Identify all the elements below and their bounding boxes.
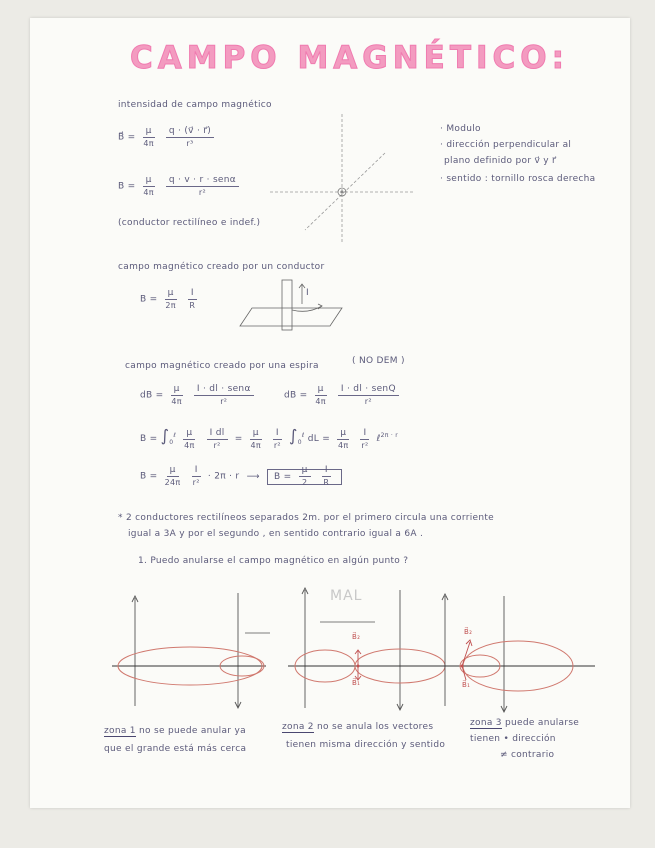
problem-statement-2: igual a 3A y por el segundo , en sentido contrario igual a 6A . (128, 529, 424, 539)
zona3-text-2: tienen • dirección (470, 734, 556, 744)
zona2-text-2: tienen misma dirección y sentido (286, 740, 446, 750)
zona3-text: zona 3 puede anularse (470, 718, 580, 728)
eq-db-2: dB = $\frac{\mu}{4\pi}$ $\frac{\text{I · dl · senQ}}{\text{r²}}$ (284, 384, 403, 406)
b1-label-zona2: B⃗₁ (352, 679, 361, 687)
zona3-diagram (438, 594, 595, 712)
mal-label: MAL (330, 588, 363, 604)
eq-db-1: dB = $\frac{\mu}{4\pi}$ $\frac{\text{I · dl · senα}}{\text{r²}}$ (140, 384, 258, 406)
page-title: CAMPO MAGNÉTICO: (130, 40, 570, 76)
conductor-diagram (240, 280, 342, 330)
eq-integral: $B = \int_0^\ell$ $\frac{\mu}{4\pi}$ $\frac{\text{I dl}}{\text{r²}}$ = $\frac{\mu}{4\pi}$ $\frac{I}{\text{r²}}$ $\int_0^\ell$ dL = $\frac{\mu}{4\pi}$ $\frac{I}{\text{r²}}$ ℓ$^{2\pi \cdot r}$ (140, 426, 399, 450)
no-dem-note: ( NO DEM ) (352, 356, 405, 366)
zona2-text: zona 2 no se anula los vectores (282, 722, 434, 732)
prop-sentido: · sentido : tornillo rosca derecha (440, 174, 596, 184)
zona2-diagram (288, 588, 450, 710)
conductor-note: (conductor rectilíneo e indef.) (118, 218, 261, 228)
current-label: I (306, 288, 309, 298)
drawings-layer (30, 18, 630, 808)
eq-final: B = $\frac{\mu}{24\pi}$ $\frac{I}{\text{r²}}$ · 2π · r ⟶ B = $\frac{\mu}{2}$ $\frac{I}{R}$ (140, 465, 342, 487)
prop-plano: plano definido por v⃗ y r⃗ (444, 156, 557, 166)
axes-3d-diagram (270, 114, 415, 243)
prop-modulo: · Modulo (440, 124, 481, 134)
problem-statement-1: * 2 conductores rectilíneos separados 2m. por el primero circula una corriente (118, 513, 494, 523)
eq-conductor: B = $\frac{\mu}{2\pi}$ $\frac{I}{R}$ (140, 288, 196, 310)
result-box: B = $\frac{\mu}{2}$ $\frac{I}{R}$ (267, 469, 342, 485)
prop-direccion: · dirección perpendicular al (440, 140, 572, 150)
conductor-heading: campo magnético creado por un conductor (118, 262, 325, 272)
zona3-text-3: ≠ contrario (500, 750, 555, 760)
zona1-text: zona 1 no se puede anular ya (104, 726, 246, 736)
notebook-page (30, 18, 630, 808)
zona1-text-2: que el grande está más cerca (104, 744, 247, 754)
problem-question: 1. Puedo anularse el campo magnético en algún punto ? (138, 556, 409, 566)
intensidad-heading: intensidad de campo magnético (118, 100, 272, 110)
b1-label-zona3: B⃗₁ (462, 681, 471, 689)
zona1-diagram (112, 593, 270, 708)
espira-heading: campo magnético creado por una espira (125, 361, 319, 371)
eq-b-vector: B⃗ = $\frac{\mu}{4\pi}$ $\frac{q \cdot (v⃗ \cdot r⃗)}{\text{r³}}$ (118, 126, 218, 148)
b2-label-zona3: B⃗₂ (464, 628, 473, 636)
b2-label-zona2: B⃗₂ (352, 633, 361, 641)
eq-b-scalar: B = $\frac{\mu}{4\pi}$ $\frac{\text{q · v · r · senα}}{\text{r²}}$ (118, 175, 243, 197)
